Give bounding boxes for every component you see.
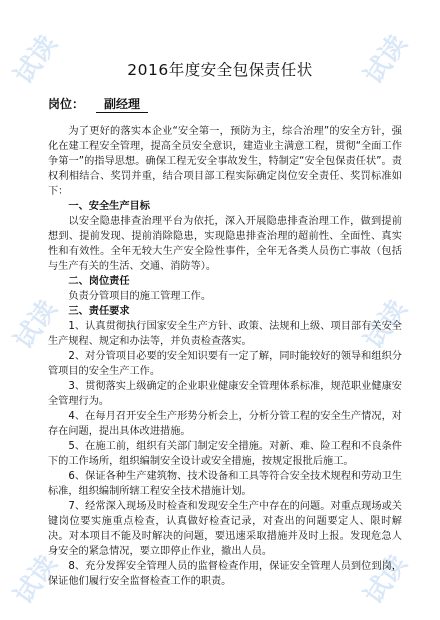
list-item: 5、在施工前，组织有关部门制定安全措施。对新、难、险工程和不良条件下的工作场所，组织编制安全设计或安全措施，按规定报批后施工。 [48, 441, 402, 467]
section-heading: 三、责任要求 [68, 306, 130, 317]
document-title: 2016年度安全包保责任状 [127, 61, 313, 79]
watermark-text: 试读 [358, 550, 414, 610]
list-item: 7、经常深入现场及时检查和发现安全生产中存在的问题。对重点现场或关键岗位要实施重点检查，认真做好检查记录，对查出的问题要定人、限时解决。对本项目不能及时解决的问题，要迅速采取措施并及时上报。发现危急人身安全的紧急情况，要立即停止作业，撤出人员。 [48, 501, 402, 557]
section-paragraph: 负责分管项目的施工管理工作。 [68, 291, 212, 302]
watermark-text: 试读 [8, 550, 64, 610]
intro-paragraph: 为了更好的落实本企业“安全第一，预防为主，综合治理”的安全方针，强化在建工程安全管理，提高全员安全意识，建造业主满意工程，贯彻“全面工作争第一”的指导思想。确保工程无安全事故发生，特制定“安全包保责任状”。责权利相结合、奖罚并重，结合项目部工程实际确定岗位安全责任、奖罚标准如下： [48, 126, 402, 197]
document-body [48, 124, 402, 589]
list-item: 8、充分发挥安全管理人员的监督检查作用，保证安全管理人员到位到岗，保证他们履行安全监督检查工作的职责。 [48, 561, 402, 587]
section-paragraph: 以安全隐患排查治理平台为依托，深入开展隐患排查治理工作，做到提前想到、提前发现、提前消除隐患，实现隐患排查治理的超前性、全面性、真实性和有效性。全年无较大生产安全险性事件，全年无各类人员伤亡事故（包括与生产有关的生活、交通、消防等）。 [48, 216, 402, 272]
section-heading: 一、安全生产目标 [68, 201, 150, 212]
watermark-text: 试读 [8, 295, 64, 355]
list-item: 3、贯彻落实上级确定的企业职业健康安全管理体系标准，规范职业健康安全管理行为。 [48, 381, 402, 407]
post-label: 岗位： [48, 97, 85, 111]
post-line [48, 95, 148, 113]
post-value: 副经理 [96, 97, 148, 113]
watermark-text: 试读 [358, 30, 414, 90]
section-heading: 二、岗位责任 [68, 276, 130, 287]
list-item: 2、对分管项目必要的安全知识要有一定了解，同时能较好的领导和组织分管项目的安全生产工作。 [48, 351, 402, 377]
list-item: 6、保证各种生产建筑物、技术设备和工具等符合安全技术规程和劳动卫生标准，组织编制所辖工程安全技术措施计划。 [48, 471, 402, 497]
list-item: 1、认真贯彻执行国家安全生产方针、政策、法规和上级、项目部有关安全生产规程、规定和办法等，并负责检查落实。 [48, 321, 402, 347]
watermark-text: 试读 [358, 295, 414, 355]
watermark-text: 试读 [8, 30, 64, 90]
list-item: 4、在每月召开安全生产形势分析会上，分析分管工程的安全生产情况，对存在问题，提出具体改进措施。 [48, 411, 402, 437]
